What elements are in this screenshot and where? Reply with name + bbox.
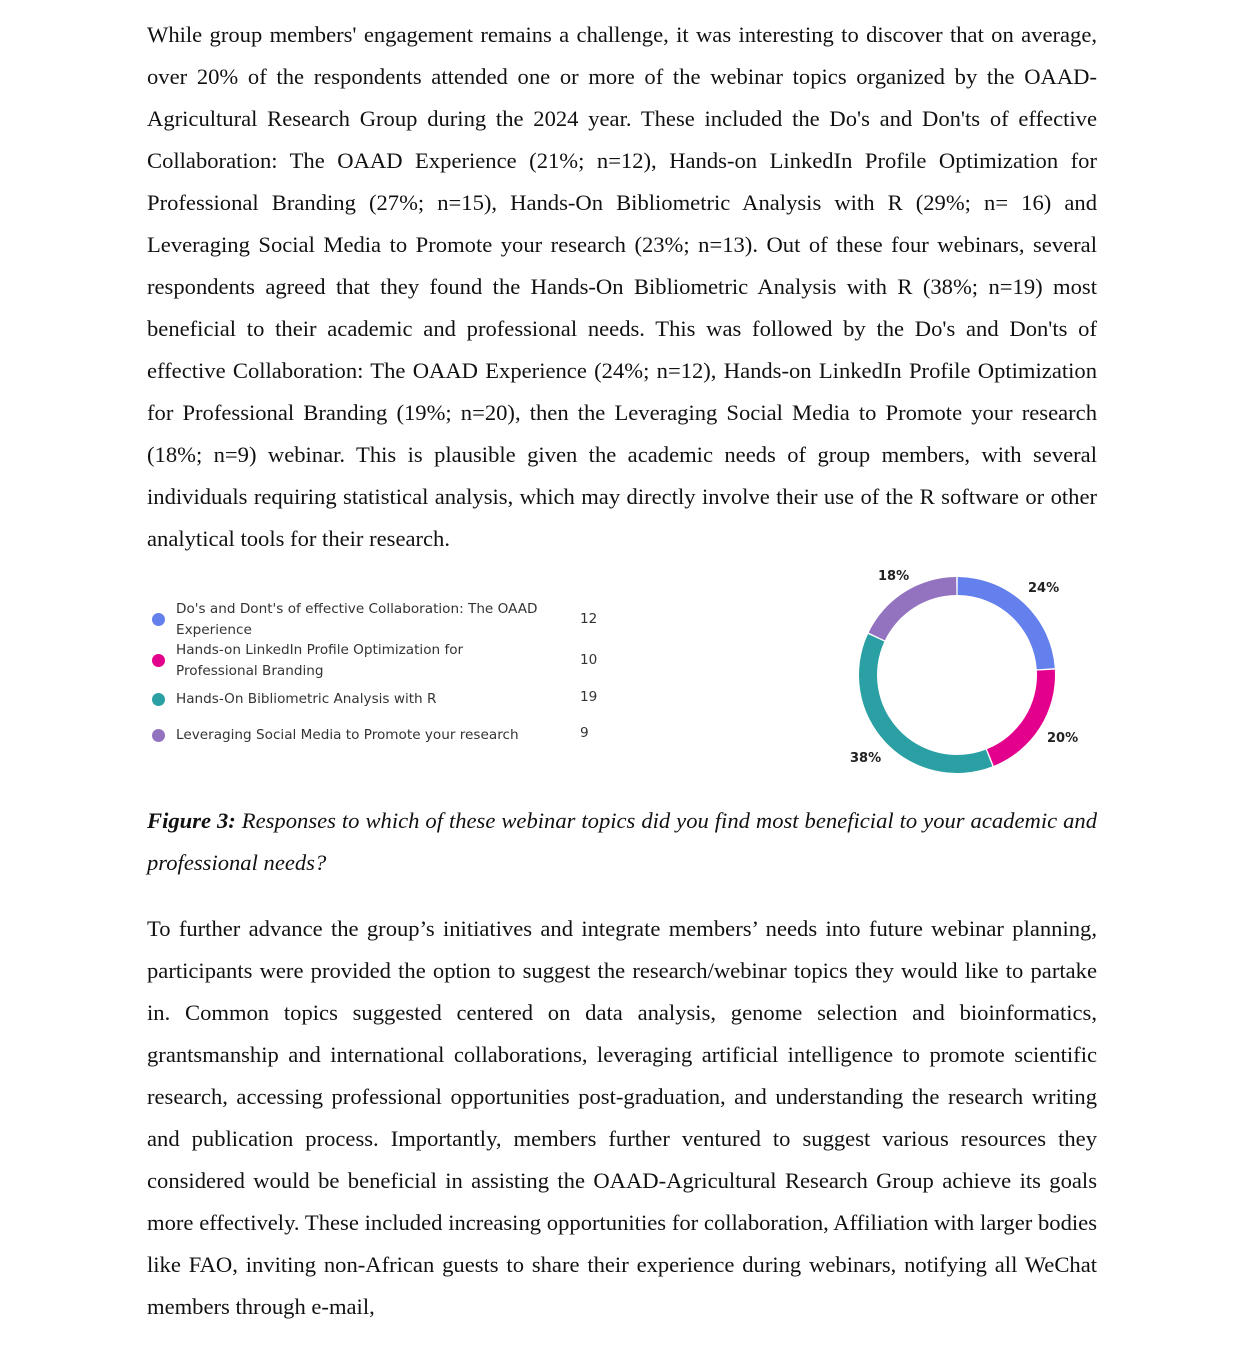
legend-label: Hands-On Bibliometric Analysis with R (176, 691, 437, 707)
slice-label-bibliometric: 38% (850, 751, 882, 766)
slice-label-leveraging: 18% (878, 569, 910, 584)
legend-value: 19 (580, 689, 598, 705)
body-paragraph-intro: While group members' engagement remains a challenge, it was interesting to discover that on average, over 20% of the respondents attended one or more of the webinar topics organized by the OAAD-Agricultural Research Group during the 2024 year. These included the Do's and Don'ts of effective Collaboration: The OAAD Experience (21%; n=12), Hands-on LinkedIn Profile Optimization for Professional Branding (27%; n=15), Hands-On Bibliometric Analysis with R (29%; n= 16) and Leveraging Social Media to Promote your research (23%; n=13). Out of these four webinars, several respondents agreed that they found the Hands-On Bibliometric Analysis with R (38%; n=19) most beneficial to their academic and professional needs. This was followed by the Do's and Don'ts of effective Collaboration: The OAAD Experience (24%; n=12), Hands-on LinkedIn Profile Optimization for Professional Branding (19%; n=20), then the Leveraging Social Media to Promote your research (18%; n=9) webinar. This is plausible given the academic needs of group members, with several individuals requiring statistical analysis, which may directly involve their use of the R software or other analytical tools for their research. (147, 22, 1097, 551)
figure-caption-text: Responses to which of these webinar topics did you find most beneficial to your academic and professional needs? (147, 808, 1097, 875)
legend-dot-icon (152, 613, 165, 626)
legend-dot-icon (152, 654, 165, 667)
donut-chart (840, 560, 1100, 790)
legend-value: 12 (580, 611, 598, 627)
legend-label: Do's and Dont's of effective Collaboration: The OAAD Experience (176, 601, 538, 638)
slice-label-linkedin: 20% (1047, 731, 1079, 746)
legend-item (150, 682, 610, 707)
legend-item (150, 639, 610, 681)
legend-item (150, 718, 610, 743)
legend-value: 9 (580, 725, 589, 741)
legend-label: Hands-on LinkedIn Profile Optimization for Professional Branding (176, 642, 464, 679)
body-paragraph-followup: To further advance the group’s initiatives and integrate members’ needs into future webinar planning, participants were provided the option to suggest the research/webinar topics they would like to partake in. Common topics suggested centered on data analysis, genome selection and bioinformatics, grantsmanship and international collaborations, leveraging artificial intelligence to promote scientific research, accessing professional opportunities post-graduation, and understanding the research writing and publication process. Importantly, members further ventured to suggest various resources they considered would be beneficial in assisting the OAAD-Agricultural Research Group achieve its goals more effectively. These included increasing opportunities for collaboration, Affiliation with larger bodies like FAO, inviting non-African guests to share their experience during webinars, notifying all WeChat members through e-mail, (147, 916, 1097, 1319)
donut-slice (987, 670, 1055, 766)
figure-label: Figure 3: (147, 808, 236, 833)
legend-dot-icon (152, 729, 165, 742)
legend-value: 10 (580, 652, 598, 668)
donut-slice (869, 577, 957, 640)
figure-caption (147, 800, 1097, 884)
legend-dot-icon (152, 693, 165, 706)
slice-label-collaboration: 24% (1028, 581, 1060, 596)
legend-item (150, 598, 610, 640)
legend-label: Leveraging Social Media to Promote your research (176, 727, 519, 743)
